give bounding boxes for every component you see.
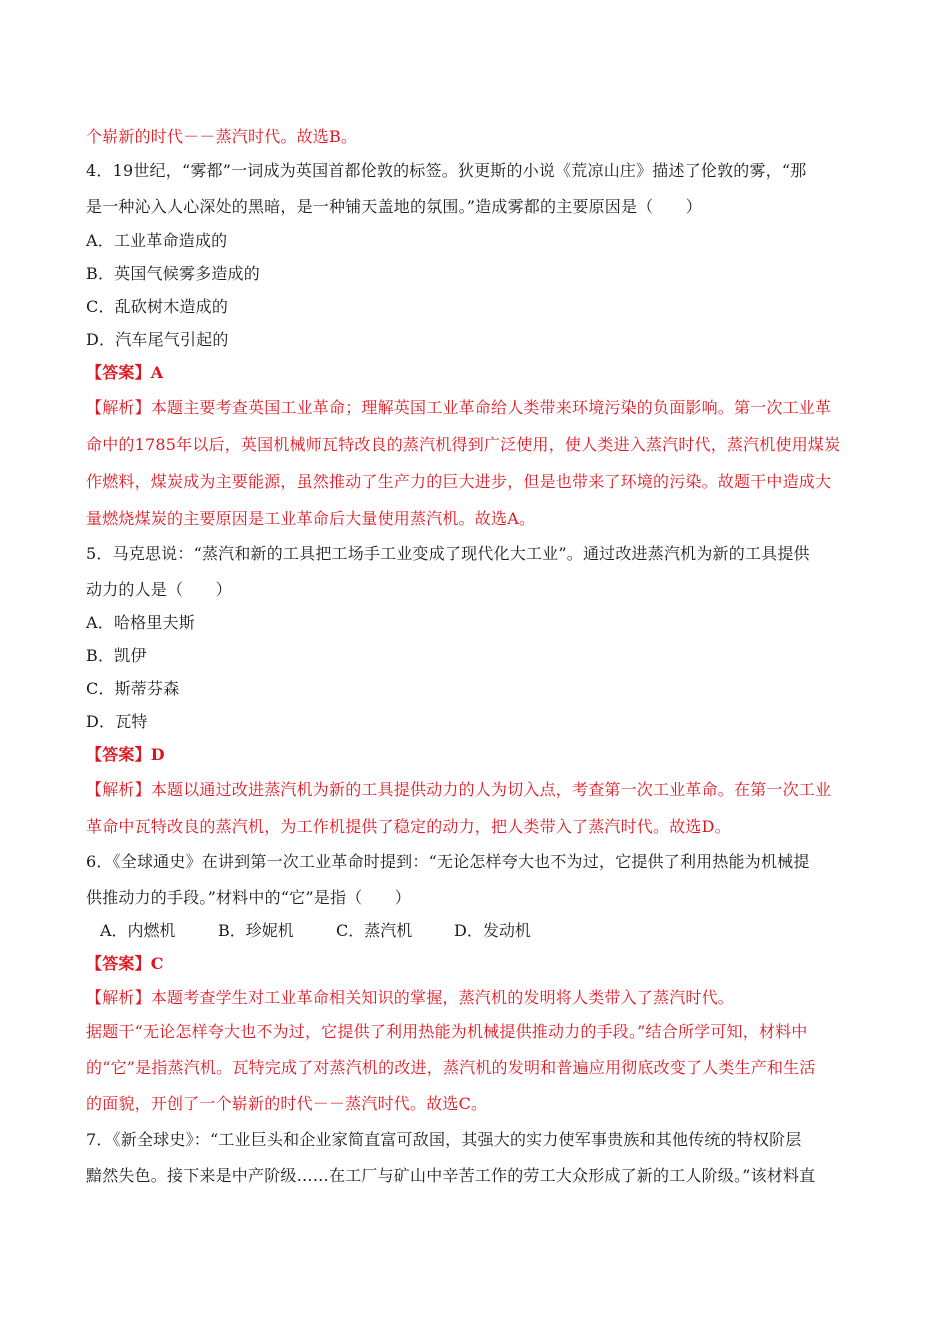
q4-explanation-line1: 【解析】本题主要考查英国工业革命；理解英国工业革命给人类带来环境污染的负面影响。第一次工业革	[86, 398, 832, 417]
q5-explanation-line2: 革命中瓦特改良的蒸汽机，为工作机提供了稳定的动力，把人类带入了蒸汽时代。故选D。	[86, 817, 731, 836]
q6-explanation-line4: 的面貌，开创了一个崭新的时代－－蒸汽时代。故选C。	[86, 1094, 488, 1113]
q5-option-b: B．凯伊	[86, 646, 147, 665]
q4-option-a: A．工业革命造成的	[86, 231, 228, 250]
q6-stem-line1: 6．《全球通史》在讲到第一次工业革命时提到：“无论怎样夸大也不为过，它提供了利用热能为机械提	[86, 852, 810, 871]
q5-option-c: C．斯蒂芬森	[86, 679, 180, 698]
q6-stem-line2: 供推动力的手段。”材料中的“它”是指（ ）	[86, 888, 411, 907]
prev-explanation-tail: 个崭新的时代－－蒸汽时代。故选B。	[86, 127, 358, 146]
q4-option-c: C．乱砍树木造成的	[86, 297, 229, 316]
q4-option-d: D．汽车尾气引起的	[86, 330, 229, 349]
q4-option-b: B．英国气候雾多造成的	[86, 264, 260, 283]
q5-option-a: A．哈格里夫斯	[86, 613, 195, 632]
q5-explanation-line1: 【解析】本题以通过改进蒸汽机为新的工具提供动力的人为切入点，考查第一次工业革命。在第一次工业	[86, 780, 832, 799]
q4-explanation-line4: 量燃烧煤炭的主要原因是工业革命后大量使用蒸汽机。故选A。	[86, 509, 536, 528]
q6-answer: 【答案】C	[86, 954, 164, 973]
q6-explanation-line1: 【解析】本题考查学生对工业革命相关知识的掌握，蒸汽机的发明将人类带入了蒸汽时代。	[86, 988, 735, 1007]
q5-stem-line1: 5．马克思说：“蒸汽和新的工具把工场手工业变成了现代化大工业”。通过改进蒸汽机为新的工具提供	[86, 544, 810, 563]
q5-stem-line2: 动力的人是（ ）	[86, 580, 232, 599]
q6-explanation-line3: 的“它”是指蒸汽机。瓦特完成了对蒸汽机的改进，蒸汽机的发明和普遍应用彻底改变了人类生产和生活	[86, 1058, 816, 1077]
q4-stem-line2: 是一种沁入人心深处的黑暗，是一种铺天盖地的氛围。”造成雾都的主要原因是（ ）	[86, 197, 702, 216]
q6-explanation-line2: 据题干“无论怎样夸大也不为过，它提供了利用热能为机械提供推动力的手段。”结合所学可知，材料中	[86, 1022, 808, 1041]
q6-option-a: A．内燃机	[100, 921, 176, 940]
q6-option-c: C．蒸汽机	[336, 921, 413, 940]
q6-option-b: B．珍妮机	[218, 921, 294, 940]
q7-stem-line1: 7．《新全球史》：“工业巨头和企业家简直富可敌国，其强大的实力使军事贵族和其他传统的特权阶层	[86, 1130, 802, 1149]
q4-stem-line1: 4．19世纪，“雾都”一词成为英国首都伦敦的标签。狄更斯的小说《荒凉山庄》描述了伦敦的雾，“那	[86, 161, 807, 180]
q5-option-d: D．瓦特	[86, 712, 148, 731]
q6-option-d: D．发动机	[454, 921, 531, 940]
q7-stem-line2: 黯然失色。接下来是中产阶级……在工厂与矿山中辛苦工作的劳工大众形成了新的工人阶级。”该材料直	[86, 1166, 816, 1185]
q5-answer: 【答案】D	[86, 745, 165, 764]
q6-options-row	[100, 920, 531, 942]
q4-explanation-line2: 命中的1785年以后，英国机械师瓦特改良的蒸汽机得到广泛使用，使人类进入蒸汽时代，蒸汽机使用煤炭	[86, 435, 841, 454]
q4-explanation-line3: 作燃料，煤炭成为主要能源，虽然推动了生产力的巨大进步，但是也带来了环境的污染。故题干中造成大	[86, 472, 832, 491]
q4-answer: 【答案】A	[86, 363, 164, 382]
